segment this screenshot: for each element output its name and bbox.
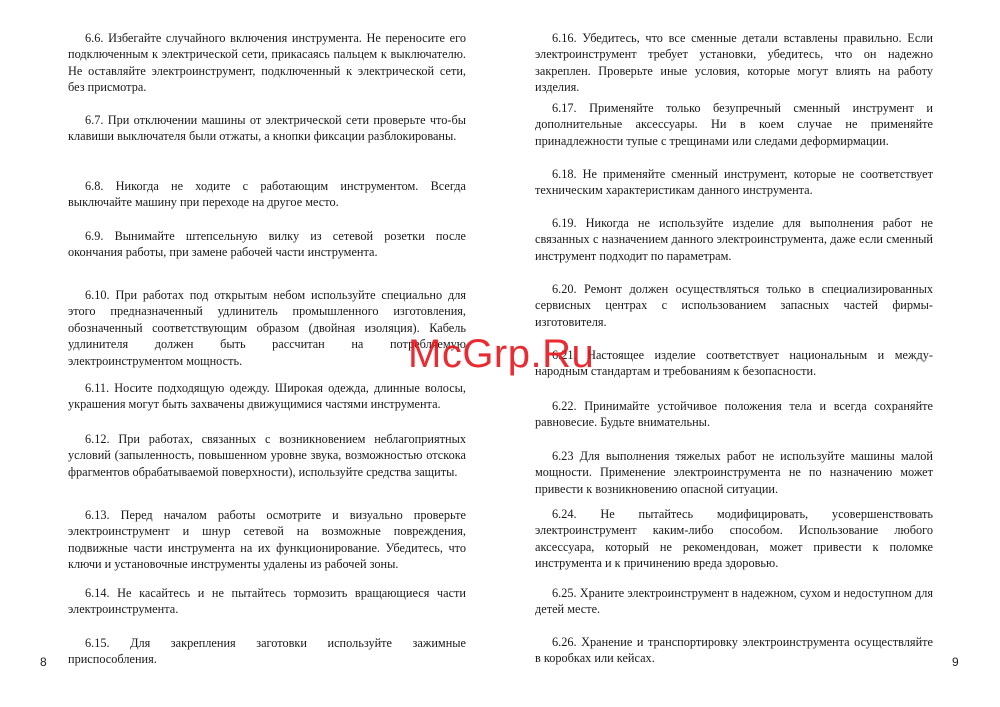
- paragraph-6-19: 6.19. Никогда не используйте изделие для выполнения работ не связанных с назначением данного электроинструмента, даже если сменный инструмент подходит по параметрам.: [535, 216, 933, 263]
- paragraph-6-24: 6.24. Не пытайтесь модифицировать, усовершенствовать электроинструмент каким-либо способом. Использование любого аксессуара, который не рекомендован, может привести к поломке инструмента и к причинению вреда здоровью.: [535, 507, 933, 571]
- paragraph-6-18: 6.18. Не применяйте сменный инструмент, которые не соответствует техническим характеристикам данного инструмента.: [535, 167, 933, 198]
- paragraph-6-11: 6.11. Носите подходящую одежду. Широкая одежда, длинные волосы, украшения могут быть захвачены движущимися частями инструмента.: [68, 381, 466, 412]
- paragraph-6-15: 6.15. Для закрепления заготовки используйте зажимные приспособления.: [68, 636, 466, 667]
- paragraph-6-8: 6.8. Никогда не ходите с работающим инструментом. Всегда выключайте машину при переходе на другое место.: [68, 179, 466, 210]
- paragraph-6-14: 6.14. Не касайтесь и не пытайтесь тормозить вращающиеся части электроинструмента.: [68, 586, 466, 617]
- paragraph-6-17: 6.17. Применяйте только безупречный сменный инструмент и дополнительные аксессуары. Ни в коем случае не применяйте принадлежности тупые с трещинами или следами деформирмации.: [535, 101, 933, 148]
- paragraph-6-13: 6.13. Перед началом работы осмотрите и визуально проверьте электроинструмент и шнур сетевой на возможные повреждения, подвижные части инструмента на их функционирование. Убедитесь, что ключи и установочные инструменты удалены из рабочей зоны.: [68, 508, 466, 572]
- paragraph-6-12: 6.12. При работах, связанных с возникновением неблагоприятных условий (запыленность, повышенном уровне звука, возможностью отскока фрагментов обрабатываемой поверхности), используйте средства защиты.: [68, 432, 466, 479]
- paragraph-6-16: 6.16. Убедитесь, что все сменные детали вставлены правильно. Если электроинструмент требует установки, убедитесь, что он надежно закреплен. Проверьте иные условия, которые могут влиять на работу изделия.: [535, 31, 933, 95]
- paragraph-6-23: 6.23 Для выполнения тяжелых работ не используйте машины малой мощности. Применение электроинструмента не по назначению может привести к возникновению опасной ситуации.: [535, 449, 933, 496]
- page-number-left: 8: [40, 655, 47, 669]
- paragraph-6-25: 6.25. Храните электроинструмент в надежном, сухом и недоступном для детей месте.: [535, 586, 933, 617]
- paragraph-6-7: 6.7. При отключении машины от электрической сети проверьте что-бы клавиши выключателя были отжаты, а кнопки фиксации разблокированы.: [68, 113, 466, 144]
- page-number-right: 9: [952, 655, 959, 669]
- paragraph-6-22: 6.22. Принимайте устойчивое положения тела и всегда сохраняйте равновесие. Будьте внимательны.: [535, 399, 933, 430]
- paragraph-6-10: 6.10. При работах под открытым небом используйте специально для этого предназначенный удлинитель промышленного изготовления, обозначенный соответствующим образом (двойная изоляция). Кабель удлинителя должен быть рассчитан на потребляемую электроинструментом мощность.: [68, 288, 466, 368]
- paragraph-6-21: 6.21. Настоящее изделие соответствует национальным и между-народным стандартам и требованиям к безопасности.: [535, 348, 933, 379]
- paragraph-6-6: 6.6. Избегайте случайного включения инструмента. Не переносите его подключенным к электрической сети, прикасаясь пальцем к выключателю. Не оставляйте электроинструмент, подключенный к электрической сети, без присмотра.: [68, 31, 466, 95]
- paragraph-6-9: 6.9. Вынимайте штепсельную вилку из сетевой розетки после окончания работы, при замене рабочей части инструмента.: [68, 229, 466, 260]
- paragraph-6-20: 6.20. Ремонт должен осуществляться только в специализированных сервисных центрах с использованием запасных частей фирмы-изготовителя.: [535, 282, 933, 329]
- watermark-logo: McGrp.Ru: [408, 332, 595, 376]
- paragraph-6-26: 6.26. Хранение и транспортировку электроинструмента осуществляйте в коробках или кейсах.: [535, 635, 933, 666]
